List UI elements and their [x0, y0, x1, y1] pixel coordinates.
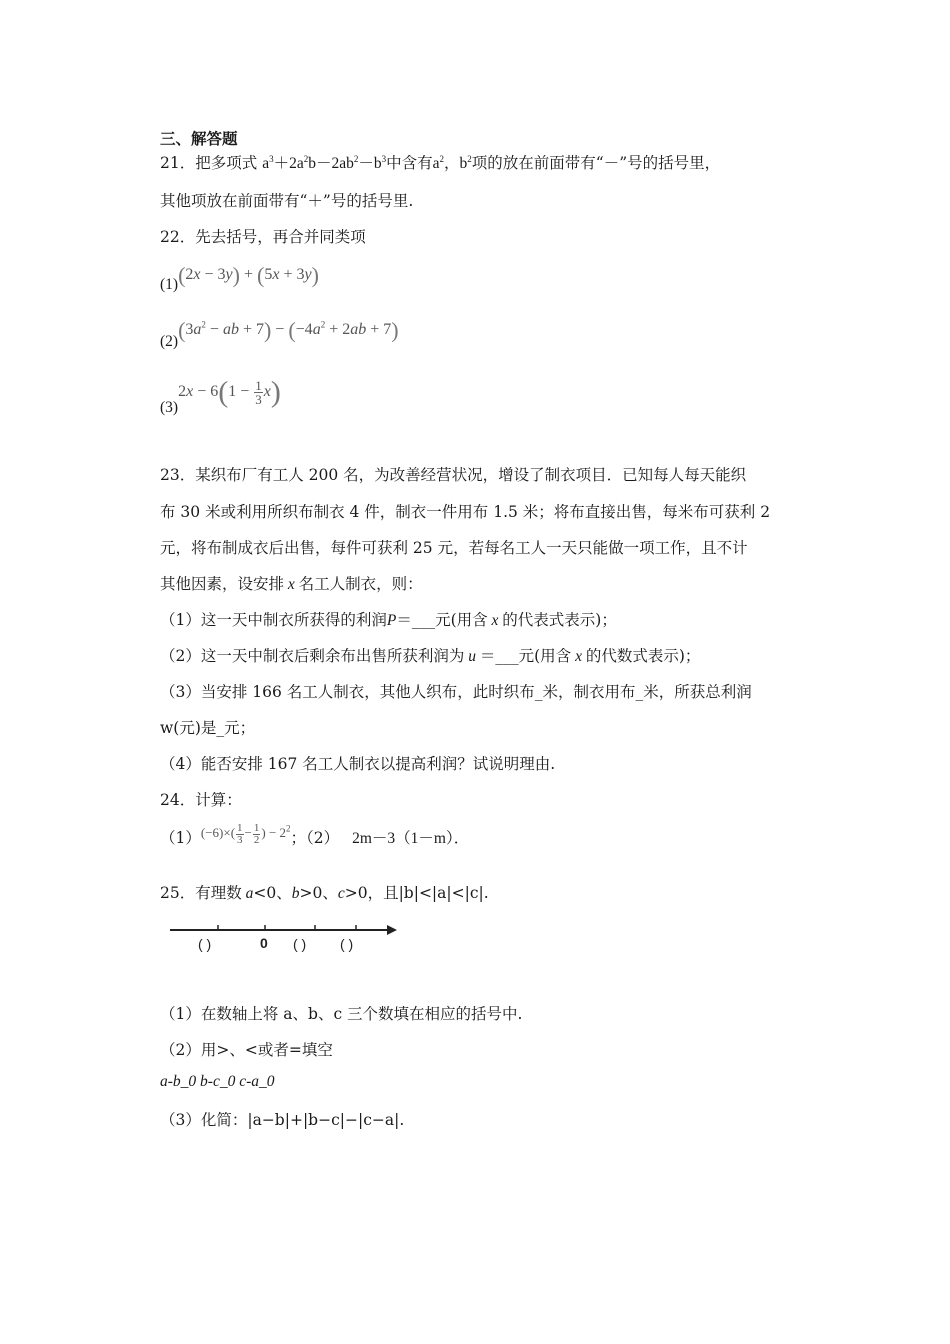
q25-line1-a: 25．有理数 — [160, 884, 242, 902]
q23-line4-b: 名工人制衣，则： — [298, 575, 423, 593]
q25-line1: 25．有理数 a<0、b>0、c>0，且|b|<|a|<|c|. — [160, 884, 489, 902]
q22-part2-expr: ($3a^2$ − ab + $7) - (-4a^2 + 2ab + 7)$ — [178, 317, 399, 342]
slot-c: ( ) — [340, 936, 354, 952]
q23-line2: 布 30 米或利用所织布制衣 4 件，制衣一件用布 1.5 米；将布直接出售，每米布可获利 2 — [160, 503, 771, 521]
q23-line1: 23．某织布厂有工人 200 名，为改善经营状况，增设了制衣项目．已知每人每天能织 — [160, 466, 747, 484]
q23-sub2: （2）这一天中制衣后剩余布出售所获利润为 u ＝___元(用含 x 的代数式表示)； — [160, 647, 701, 665]
number-line-arrow-icon — [387, 925, 397, 935]
q23-sub1-b: ＝___元(用含 — [396, 611, 488, 629]
q25-sub1: （1）在数轴上将 a、b、c 三个数填在相应的括号中. — [160, 1005, 523, 1023]
q23-sub2-c: 的代数式表示)； — [585, 647, 701, 665]
slot-a: ( ) — [198, 936, 212, 952]
q23-sub1-a: （1）这一天中制衣所获得的利润 — [160, 611, 387, 629]
q22-part1-label: (1) — [160, 275, 179, 293]
q21-tail: 中含有 — [386, 154, 433, 172]
q23-sub1-c: 的代表式表示)； — [502, 611, 617, 629]
q22-part3-expr: 2x − 6(1 − $\frac{1}{3}$ x) — [178, 375, 281, 408]
q25-line1-b: 且|b|<|a|<|c|. — [383, 884, 489, 902]
section-title: 三、解答题 — [160, 129, 238, 148]
q23-sub3: （3）当安排 166 名工人制衣，其他人织布，此时织布_米，制衣用布_米，所获总利润 — [160, 683, 752, 701]
q22-part3-label: (3) — [160, 398, 179, 416]
q23-sub2-a: （2）这一天中制衣后剩余布出售所获利润为 — [160, 647, 465, 665]
zero-label: 0 — [260, 935, 268, 951]
q24-part2-expr: 2m－3（1－m）． — [352, 830, 470, 847]
q23-sub1: （1）这一天中制衣所获得的利润P＝___元(用含 x 的代表式表示)； — [160, 611, 617, 629]
slot-b: ( ) — [293, 936, 307, 952]
q24-separator: ；（2） — [290, 829, 340, 847]
q21-number: 21． — [160, 154, 196, 172]
number-line — [168, 918, 400, 958]
q21-tail2: 项的放在前面带有“－”号的括号里， — [471, 154, 721, 172]
q23-line4: 其他因素，设安排 x 名工人制衣，则： — [160, 575, 423, 593]
q25-sub2: （2）用>、<或者=填空 — [160, 1041, 333, 1059]
q22-part2 — [160, 317, 399, 350]
q24-parts — [160, 821, 470, 852]
q21-polynomial: $a^3+2a^2b-2ab^2-b^3$ — [262, 153, 387, 172]
q25-fill-blanks: a-b_0 b-c_0 c-a_0 — [160, 1073, 275, 1090]
q24-part1-label: （1） — [160, 829, 201, 847]
q21-lead: 把多项式 — [195, 154, 258, 172]
q24-part1-expr: (−6)×( 1 3 − 1 2 ) − 22 — [200, 821, 291, 846]
q23-sub3-cont: w(元)是_元； — [160, 719, 256, 737]
q22-part2-label: (2) — [160, 332, 179, 350]
q22-part3 — [160, 375, 281, 416]
q25-sub3: （3）化简：|a−b|+|b−c|−|c−a|. — [160, 1111, 405, 1129]
q22-part1 — [160, 262, 319, 293]
q23-sub4: （4）能否安排 167 名工人制衣以提高利润？试说明理由. — [160, 755, 556, 773]
q23-line4-a: 其他因素，设安排 — [160, 575, 285, 593]
q22-title: 22．先去括号，再合并同类项 — [160, 228, 366, 246]
q23-line3: 元，将布制成衣后出售，每件可获利 25 元，若每名工人一天只能做一项工作，且不计 — [160, 539, 748, 557]
q22-part1-expr: (2x − 3y) + (5x + 3y) — [178, 262, 319, 287]
q21-terms: $a^2$，$b^2$ — [432, 153, 472, 172]
q21-line2: 其他项放在前面带有“＋”号的括号里. — [160, 192, 414, 210]
q24-title: 24．计算： — [160, 791, 242, 809]
q21-line1 — [160, 151, 720, 173]
q23-sub2-b: ＝___元(用含 — [479, 647, 572, 665]
